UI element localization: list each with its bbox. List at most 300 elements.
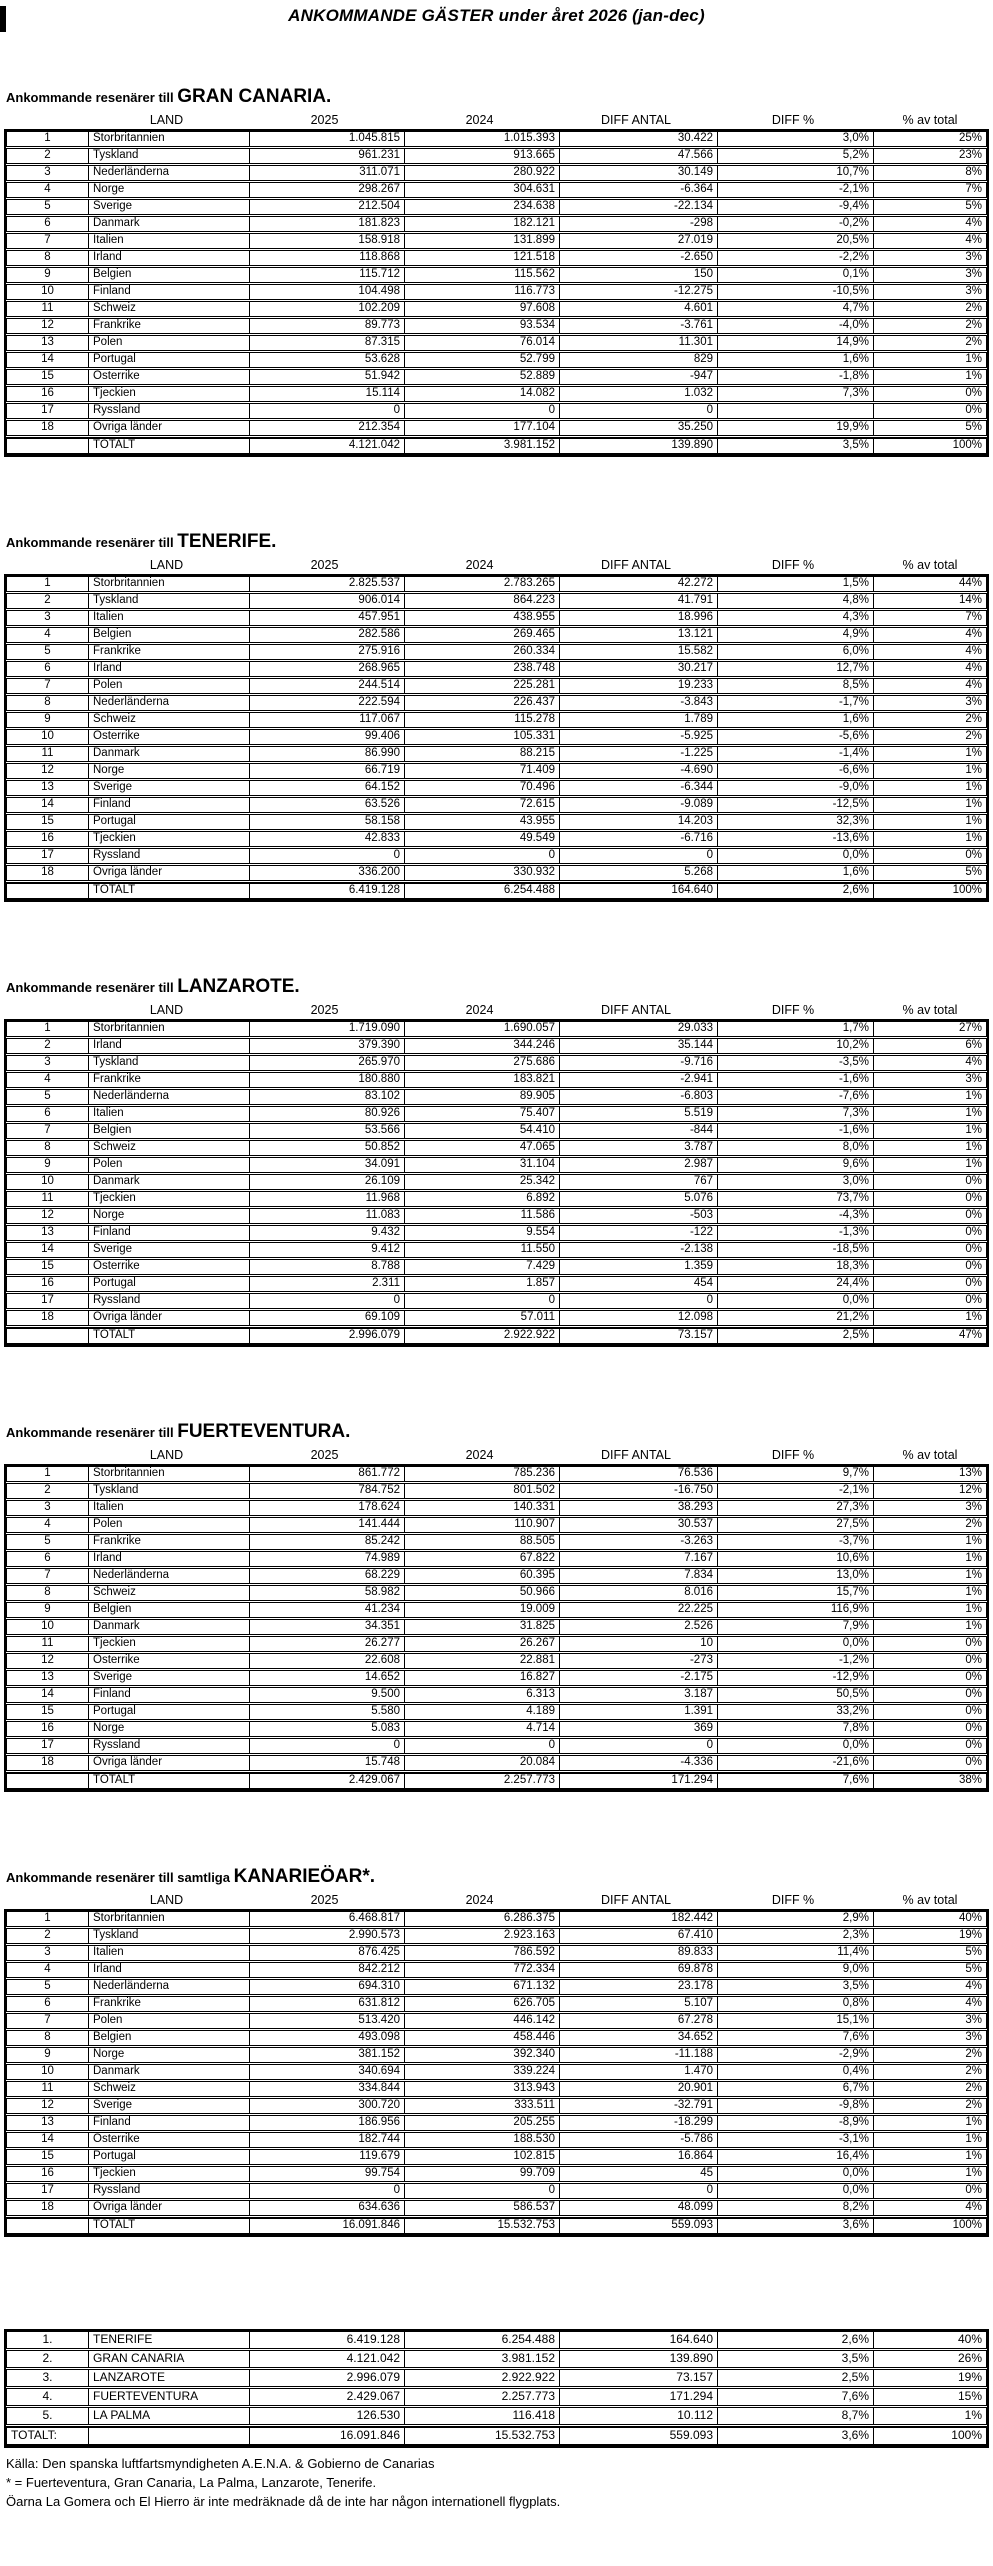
summary-row (6, 2331, 987, 2349)
table-row-cell: 379.390 (250, 1039, 405, 1053)
table-row-cell: 0% (965, 1175, 982, 1187)
table-row-cell: 6 (7, 662, 89, 676)
table-row-cell: Österrike (89, 730, 250, 744)
table-row-cell: Polen (89, 679, 250, 693)
column-header: 2024 (465, 113, 494, 127)
table-row-cell: 9 (7, 268, 89, 282)
table-row (6, 746, 987, 762)
footnote-line: * = Fuerteventura, Gran Canaria, La Palma, Lanzarote, Tenerife. (6, 2475, 377, 2490)
table-row-cell: 11.083 (250, 1209, 405, 1223)
table-row-cell: 6 (7, 1107, 89, 1121)
table-total-row-cell: 171.294 (560, 1774, 718, 1788)
table-row-cell: 9 (7, 713, 89, 727)
table-row-cell: -2,2% (718, 251, 874, 265)
table-row-cell: 86.990 (250, 747, 405, 761)
table-row-cell: 1% (965, 1586, 982, 1598)
summary-row-cell: 6.419.128 (250, 2332, 405, 2348)
table-row-cell: 4% (965, 662, 982, 674)
table-row-cell: 41.791 (560, 594, 718, 608)
summary-row-cell: 26% (957, 2351, 982, 2365)
footnote-line: Öarna La Gomera och El Hierro är inte medräknade då de inte har någon internationell flygplats. (6, 2494, 561, 2509)
table-row-cell: 842.212 (250, 1963, 405, 1977)
table-row-cell: 0,0% (718, 1739, 874, 1753)
table-row-cell: 178.624 (250, 1501, 405, 1515)
table-row-cell: 205.255 (405, 2116, 560, 2130)
table-row-cell: 626.705 (405, 1997, 560, 2011)
table-row-cell: Tjeckien (89, 832, 250, 846)
table-row-cell: 1.015.393 (405, 132, 560, 146)
table-row-cell: 1% (965, 2116, 982, 2128)
table-row-cell: 0 (250, 849, 405, 863)
table-total-row-cell: 139.890 (560, 439, 718, 453)
table-row-cell: 4,9% (718, 628, 874, 642)
table-row-cell: 7.429 (405, 1260, 560, 1274)
table-row-cell: Danmark (89, 2065, 250, 2079)
table-row (6, 386, 987, 402)
table-total-row-cell: 2,5% (718, 1329, 874, 1343)
table-row-cell: 11.301 (560, 336, 718, 350)
summary-row-cell: 6.254.488 (405, 2332, 560, 2348)
column-header-spacer (4, 1003, 86, 1017)
table-total-row-cell: 16.091.846 (250, 2219, 405, 2233)
table-row (6, 1585, 987, 1601)
table-row-cell: 34.091 (250, 1158, 405, 1172)
table-row-cell: 34.351 (250, 1620, 405, 1634)
table-row-cell: 2,3% (718, 1929, 874, 1943)
summary-row-cell: 19% (957, 2370, 982, 2384)
table-row-cell: 4% (965, 1056, 982, 1068)
table-row-cell: 1% (965, 1090, 982, 1102)
table-row-cell: 21,2% (718, 1311, 874, 1325)
table-row-cell: 17 (7, 404, 89, 418)
table-row (6, 610, 987, 626)
footnotes (6, 2454, 993, 2511)
table-row-cell: 5 (7, 200, 89, 214)
section-heading-prefix: Ankommande resenärer till (6, 1425, 178, 1440)
table-row-cell: 2% (965, 2099, 982, 2111)
table-row-cell: 50,5% (718, 1688, 874, 1702)
section-heading (6, 531, 993, 553)
table-row-cell: 72.615 (405, 798, 560, 812)
table-row-cell: 1 (7, 1467, 89, 1481)
table-row (6, 1534, 987, 1550)
section-heading-island: KANARIEÖAR*. (233, 1866, 376, 1887)
table-row-cell: -4,0% (718, 319, 874, 333)
table-row-cell: 4% (965, 2201, 982, 2213)
table-row-cell: 4% (965, 679, 982, 691)
table-row-cell: -1,8% (718, 370, 874, 384)
table-total-row-cell: 3,5% (718, 439, 874, 453)
table-row-cell: 16 (7, 387, 89, 401)
island-table (4, 129, 989, 457)
column-header: LAND (149, 1893, 184, 1907)
table-row (6, 1072, 987, 1088)
summary-row-cell: 40% (957, 2332, 982, 2346)
table-row-cell: 6 (7, 1997, 89, 2011)
summary-total-row-cell (89, 2428, 250, 2444)
summary-row-cell: 126.530 (250, 2408, 405, 2424)
table-row-cell: 9 (7, 1603, 89, 1617)
summary-table-wrap (0, 2329, 993, 2448)
island-section (0, 1421, 993, 1792)
table-row (6, 593, 987, 609)
table-row-cell: 12% (958, 1484, 982, 1496)
table-row-cell: 2% (965, 713, 982, 725)
table-row-cell: 12 (7, 764, 89, 778)
table-row-cell: 14 (7, 353, 89, 367)
table-row-cell: -22.134 (560, 200, 718, 214)
section-heading-island: LANZAROTE. (177, 976, 300, 997)
table-row-cell: 0% (965, 1226, 982, 1238)
table-row-cell: 344.246 (405, 1039, 560, 1053)
table-row-cell: Sverige (89, 1243, 250, 1257)
table-row (6, 403, 987, 419)
table-row (6, 182, 987, 198)
table-row-cell: 1% (965, 2150, 982, 2162)
table-row-cell: 15,7% (718, 1586, 874, 1600)
table-row-cell: 18,3% (718, 1260, 874, 1274)
table-row-cell: 13 (7, 2116, 89, 2130)
table-row-cell: 0% (965, 404, 982, 416)
table-row-cell: 4% (965, 234, 982, 246)
table-row-cell: Sverige (89, 2099, 250, 2113)
table-row-cell: 8% (965, 166, 982, 178)
table-row-cell: 8 (7, 2031, 89, 2045)
table-row-cell: 5 (7, 1090, 89, 1104)
table-row-cell: 99.754 (250, 2167, 405, 2181)
table-row-cell: 15.582 (560, 645, 718, 659)
table-row (6, 2149, 987, 2165)
table-row-cell: 1.045.815 (250, 132, 405, 146)
table-row-cell: 49.549 (405, 832, 560, 846)
table-row-cell: 7,3% (718, 387, 874, 401)
table-row-cell: 298.267 (250, 183, 405, 197)
table-total-row-cell (7, 2219, 89, 2233)
table-row (6, 2030, 987, 2046)
table-row-cell: Ryssland (89, 1739, 250, 1753)
table-row-cell: 88.215 (405, 747, 560, 761)
table-row (6, 1208, 987, 1224)
summary-total-row-cell: 15.532.753 (405, 2428, 560, 2444)
table-row-cell: -6,6% (718, 764, 874, 778)
table-row-cell: 0 (250, 2184, 405, 2198)
table-row-cell: 11 (7, 2082, 89, 2096)
table-row-cell: 67.278 (560, 2014, 718, 2028)
table-row-cell: 7% (965, 183, 982, 195)
table-row-cell: 2 (7, 1929, 89, 1943)
table-row-cell: 336.200 (250, 866, 405, 880)
table-row-cell: -9,8% (718, 2099, 874, 2113)
table-row-cell: 311.071 (250, 166, 405, 180)
table-row (6, 848, 987, 864)
table-row-cell: 43.955 (405, 815, 560, 829)
table-row-cell: 12 (7, 1209, 89, 1223)
table-row-cell: Övriga länder (89, 1756, 250, 1770)
table-row-cell: 6.286.375 (405, 1912, 560, 1926)
table-row-cell: 188.530 (405, 2133, 560, 2147)
column-header-row (4, 113, 989, 127)
table-row-cell: 18 (7, 1756, 89, 1770)
table-row-cell: 3,0% (718, 1175, 874, 1189)
table-row-cell: 15 (7, 1260, 89, 1274)
table-row (6, 1038, 987, 1054)
table-row (6, 1602, 987, 1618)
table-row-cell: Övriga länder (89, 2201, 250, 2215)
table-row-cell: 89.905 (405, 1090, 560, 1104)
table-row-cell: Storbritannien (89, 577, 250, 591)
table-row-cell: 53.566 (250, 1124, 405, 1138)
table-row-cell: 265.970 (250, 1056, 405, 1070)
summary-total-row (6, 2426, 987, 2445)
table-row-cell: 1,6% (718, 866, 874, 880)
table-row-cell: 10 (7, 2065, 89, 2079)
table-total-row-cell: 6.419.128 (250, 884, 405, 898)
table-row (6, 1738, 987, 1754)
column-header-row (4, 1893, 989, 1907)
table-row (6, 1979, 987, 1995)
table-row (6, 2183, 987, 2199)
table-row-cell: Belgien (89, 1603, 250, 1617)
table-row (6, 1055, 987, 1071)
table-row-cell: 392.340 (405, 2048, 560, 2062)
table-row-cell: 0,0% (718, 1637, 874, 1651)
table-row (6, 1174, 987, 1190)
table-row-cell: 177.104 (405, 421, 560, 435)
table-row (6, 1225, 987, 1241)
table-row-cell: 1% (965, 1620, 982, 1632)
table-row-cell: 876.425 (250, 1946, 405, 1960)
table-row-cell: 58.982 (250, 1586, 405, 1600)
table-row (6, 1466, 987, 1482)
table-row-cell: Storbritannien (89, 1467, 250, 1481)
table-row-cell: Italien (89, 1501, 250, 1515)
table-row-cell: 0 (250, 404, 405, 418)
table-row-cell: 67.410 (560, 1929, 718, 1943)
table-row-cell: 4% (965, 628, 982, 640)
table-row (6, 1517, 987, 1533)
table-row-cell: 2% (965, 2048, 982, 2060)
table-row-cell: -10,5% (718, 285, 874, 299)
table-total-row-cell: 164.640 (560, 884, 718, 898)
table-row-cell: 0% (965, 1277, 982, 1289)
table-row-cell: -6.344 (560, 781, 718, 795)
table-row-cell: 10 (7, 285, 89, 299)
table-row-cell: 23.178 (560, 1980, 718, 1994)
table-row (6, 1157, 987, 1173)
section-heading-prefix: Ankommande resenärer till (6, 980, 178, 995)
section-heading-island: GRAN CANARIA. (177, 86, 332, 107)
table-row-cell: 3% (965, 696, 982, 708)
table-row-cell: -3,5% (718, 1056, 874, 1070)
table-row-cell: 586.537 (405, 2201, 560, 2215)
table-row-cell: 8,5% (718, 679, 874, 693)
table-row-cell: -2,1% (718, 1484, 874, 1498)
table-row-cell: Österrike (89, 370, 250, 384)
column-header: % av total (902, 1003, 958, 1017)
table-row-cell: 275.686 (405, 1056, 560, 1070)
table-row-cell: 83.102 (250, 1090, 405, 1104)
table-row (6, 1687, 987, 1703)
table-row-cell: 1 (7, 1912, 89, 1926)
table-row-cell: 1 (7, 132, 89, 146)
table-row-cell: 1.690.057 (405, 1022, 560, 1036)
table-row (6, 2013, 987, 2029)
table-row-cell: 53.628 (250, 353, 405, 367)
table-row-cell: 0 (405, 2184, 560, 2198)
table-row-cell: 0% (965, 1671, 982, 1683)
table-row-cell: 2.990.573 (250, 1929, 405, 1943)
summary-total-row-cell: 16.091.846 (250, 2428, 405, 2444)
table-row-cell: 99.709 (405, 2167, 560, 2181)
table-row-cell: Ryssland (89, 404, 250, 418)
table-total-row (6, 882, 987, 899)
table-row-cell: 17 (7, 1739, 89, 1753)
table-row-cell: 0% (965, 849, 982, 861)
table-row (6, 1636, 987, 1652)
table-row-cell: 9,7% (718, 1467, 874, 1481)
table-row-cell: -2.175 (560, 1671, 718, 1685)
table-row (6, 1619, 987, 1635)
table-row-cell: 6,0% (718, 645, 874, 659)
island-section (0, 976, 993, 1347)
table-row-cell: 3% (965, 268, 982, 280)
table-row-cell: 45 (560, 2167, 718, 2181)
table-row-cell: Övriga länder (89, 866, 250, 880)
column-header: DIFF % (771, 1448, 815, 1462)
table-row-cell: Ryssland (89, 849, 250, 863)
table-row-cell: Italien (89, 1107, 250, 1121)
table-row-cell: 446.142 (405, 2014, 560, 2028)
table-row-cell: Finland (89, 2116, 250, 2130)
table-row-cell: 0 (405, 1294, 560, 1308)
table-row-cell: 1% (965, 781, 982, 793)
summary-row-cell: 10.112 (560, 2408, 718, 2424)
table-row-cell: 339.224 (405, 2065, 560, 2079)
table-row-cell: 2% (965, 302, 982, 314)
summary-row-cell: 2.257.773 (405, 2389, 560, 2405)
table-row-cell: 3 (7, 166, 89, 180)
summary-row-cell: 2.996.079 (250, 2370, 405, 2386)
table-row-cell: Finland (89, 1226, 250, 1240)
table-row-cell: Nederländerna (89, 1090, 250, 1104)
table-row-cell: 182.121 (405, 217, 560, 231)
table-row-cell: Tjeckien (89, 1192, 250, 1206)
table-total-row (6, 1327, 987, 1344)
table-row-cell: 85.242 (250, 1535, 405, 1549)
table-row-cell: 31.104 (405, 1158, 560, 1172)
table-row-cell: 5.107 (560, 1997, 718, 2011)
table-row-cell: 6,7% (718, 2082, 874, 2096)
table-row-cell: Irland (89, 1552, 250, 1566)
summary-row-cell: 2.429.067 (250, 2389, 405, 2405)
table-row (6, 1191, 987, 1207)
table-row-cell: 7 (7, 1124, 89, 1138)
table-row-cell: 0% (965, 1243, 982, 1255)
table-row-cell: 41.234 (250, 1603, 405, 1617)
table-row-cell: Ryssland (89, 1294, 250, 1308)
table-row-cell: 1% (965, 1603, 982, 1615)
table-row-cell: 334.844 (250, 2082, 405, 2096)
table-row-cell: -0,2% (718, 217, 874, 231)
table-row-cell: 0% (965, 2184, 982, 2196)
table-row-cell: Irland (89, 251, 250, 265)
table-row-cell: 52.889 (405, 370, 560, 384)
table-row-cell: Portugal (89, 1277, 250, 1291)
table-row-cell: 115.278 (405, 713, 560, 727)
table-total-row-cell (7, 884, 89, 898)
table-row-cell: Schweiz (89, 2082, 250, 2096)
table-row-cell: -12,9% (718, 1671, 874, 1685)
table-row-cell: 17 (7, 2184, 89, 2198)
table-row (6, 352, 987, 368)
column-header-spacer (4, 113, 86, 127)
table-row-cell: -3,7% (718, 1535, 874, 1549)
table-row-cell: 0,0% (718, 2167, 874, 2181)
table-row-cell: 34.652 (560, 2031, 718, 2045)
table-total-row-cell: 6.254.488 (405, 884, 560, 898)
table-row-cell: 14 (7, 2133, 89, 2147)
table-row-cell: 5,2% (718, 149, 874, 163)
island-section (0, 86, 993, 457)
table-row-cell: 186.956 (250, 2116, 405, 2130)
table-row-cell: 4,7% (718, 302, 874, 316)
column-header-spacer (4, 1893, 86, 1907)
table-row-cell: 18.996 (560, 611, 718, 625)
table-row-cell: 18 (7, 2201, 89, 2215)
table-row-cell: 3% (965, 1501, 982, 1513)
table-total-row-cell: 2.257.773 (405, 1774, 560, 1788)
table-row-cell: 2.783.265 (405, 577, 560, 591)
table-row (6, 661, 987, 677)
table-row-cell: -16.750 (560, 1484, 718, 1498)
table-row-cell: -3.263 (560, 1535, 718, 1549)
table-row-cell: 17 (7, 1294, 89, 1308)
table-row-cell: 60.395 (405, 1569, 560, 1583)
table-row-cell: -6.364 (560, 183, 718, 197)
table-total-row-cell: 2.922.922 (405, 1329, 560, 1343)
table-row-cell: 13% (958, 1467, 982, 1479)
table-row-cell: 50.852 (250, 1141, 405, 1155)
table-total-row-cell: 559.093 (560, 2219, 718, 2233)
table-row-cell: 3% (965, 251, 982, 263)
column-header: DIFF % (771, 1893, 815, 1907)
table-row-cell: 76.536 (560, 1467, 718, 1481)
column-header: 2025 (310, 1448, 339, 1462)
table-row (6, 865, 987, 881)
section-heading (6, 86, 993, 108)
table-row-cell: 8 (7, 251, 89, 265)
table-row-cell: 13,0% (718, 1569, 874, 1583)
table-row-cell: 11 (7, 302, 89, 316)
table-row-cell: -1,6% (718, 1073, 874, 1087)
table-row-cell: 11 (7, 1192, 89, 1206)
table-row-cell: Tyskland (89, 149, 250, 163)
table-row-cell: 8,0% (718, 1141, 874, 1155)
summary-total-row-cell: 559.093 (560, 2428, 718, 2444)
table-row-cell: 73,7% (718, 1192, 874, 1206)
table-row-cell: 0,4% (718, 2065, 874, 2079)
table-row-cell: Portugal (89, 1705, 250, 1719)
section-heading-prefix: Ankommande resenärer till (6, 535, 178, 550)
table-row-cell: 1% (965, 1141, 982, 1153)
summary-row-cell: 2,5% (718, 2370, 874, 2386)
table-row (6, 695, 987, 711)
table-row-cell: 3 (7, 1501, 89, 1515)
table-row-cell: 1% (965, 1552, 982, 1564)
table-row-cell: 0,0% (718, 849, 874, 863)
table-row-cell: 4.601 (560, 302, 718, 316)
table-row-cell: 829 (560, 353, 718, 367)
